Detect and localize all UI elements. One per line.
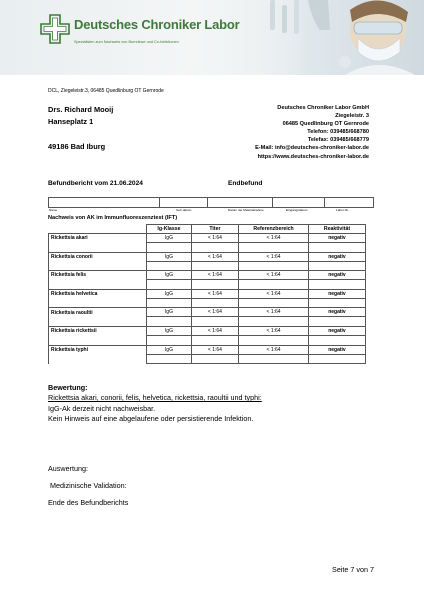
empty-cell (191, 317, 239, 327)
reference-range: < 1:64 (239, 345, 309, 354)
sample-date-cell (208, 198, 273, 208)
empty-cell (239, 243, 309, 253)
empty-cell (239, 280, 309, 290)
empty-cell (191, 243, 239, 253)
recipient-city: 49186 Bad Iburg (48, 142, 106, 151)
label-sample-date: Datum der Materialnahme (228, 208, 264, 212)
result-row (49, 345, 366, 354)
empty-cell (49, 335, 147, 345)
titer-value: < 1:64 (191, 271, 239, 280)
assessment-heading: Bewertung: (48, 383, 88, 392)
titer-value: < 1:64 (191, 289, 239, 298)
report-title: Befundbericht vom 21.06.2024 (48, 180, 143, 187)
titer-value: < 1:64 (191, 252, 239, 261)
empty-cell (191, 280, 239, 290)
reactivity-value: negativ (308, 252, 365, 261)
reactivity-value: negativ (308, 345, 365, 354)
empty-cell (147, 317, 191, 327)
col-titer: Titer (191, 225, 239, 234)
empty-cell (308, 243, 365, 253)
empty-cell (49, 261, 147, 271)
analyte-name: Rickettsia conorii (49, 252, 147, 261)
reactivity-value: negativ (308, 234, 365, 243)
empty-cell (191, 354, 239, 364)
results-body (49, 234, 366, 364)
lab-number-cell (325, 198, 374, 208)
label-name: Name (49, 208, 58, 212)
assessment-line-organisms: Rickettsia akari, conorii, felis, helvetica, rickettsia, raoultii und typhi: (48, 393, 262, 403)
empty-cell (239, 298, 309, 308)
result-row (49, 308, 366, 317)
test-method-title: Nachweis von AK im Immunfluoreszenztest (IFT) (48, 215, 178, 221)
reference-range: < 1:64 (239, 326, 309, 335)
lab-address (255, 104, 369, 161)
reference-range: < 1:64 (239, 271, 309, 280)
reactivity-value: negativ (308, 326, 365, 335)
medical-cross-logo-icon (40, 14, 70, 44)
empty-cell (239, 354, 309, 364)
analyte-name: Rickettsia rickettsii (49, 326, 147, 335)
empty-cell (147, 261, 191, 271)
reference-range: < 1:64 (239, 252, 309, 261)
evaluation-label: Auswertung: (48, 464, 88, 473)
col-reference: Referenzbereich (239, 225, 309, 234)
empty-cell (308, 280, 365, 290)
empty-cell (239, 335, 309, 345)
ig-class: IgG (147, 308, 191, 317)
sender-return-address: DCL, Ziegeleistr.3, 06485 Quedlinburg OT Gernrode (48, 88, 164, 94)
patient-birth-cell (159, 198, 208, 208)
empty-cell (147, 354, 191, 364)
titer-value: < 1:64 (191, 308, 239, 317)
report-status: Endbefund (228, 180, 263, 187)
result-row-spacer (49, 261, 366, 271)
lab-street: Ziegeleistr. 3 (335, 113, 369, 120)
empty-cell (308, 261, 365, 271)
label-lab-number: Labor-Nr. (336, 208, 349, 212)
result-row-spacer (49, 335, 366, 345)
empty-cell (191, 335, 239, 345)
empty-cell (49, 298, 147, 308)
patient-info-labels (48, 208, 374, 214)
assessment-line-interpretation: Kein Hinweis auf eine abgelaufene oder persistierende Infektion. (48, 414, 254, 424)
lab-city: 06485 Quedlinburg OT Gernrode (282, 121, 369, 128)
result-row-spacer (49, 243, 366, 253)
lab-scientist-photo (250, 0, 424, 75)
ig-class: IgG (147, 345, 191, 354)
reference-range: < 1:64 (239, 234, 309, 243)
report-end-label: Ende des Befundberichts (48, 498, 129, 507)
empty-cell (308, 317, 365, 327)
recipient-address (48, 104, 113, 153)
lab-name: Deutsches Chroniker Labor GmbH (277, 105, 369, 111)
label-received: Eingangsdatum (286, 208, 308, 212)
patient-info-table (48, 197, 374, 208)
ig-class: IgG (147, 252, 191, 261)
ig-class: IgG (147, 271, 191, 280)
col-ig-class: Ig-Klasse (147, 225, 191, 234)
reactivity-value: negativ (308, 308, 365, 317)
result-row (49, 289, 366, 298)
analyte-name: Rickettsia akari (49, 234, 147, 243)
brand-tagline: Spezialisten zum Nachweis von Borreliose und Co-Infektionen (74, 40, 179, 44)
empty-cell (49, 354, 147, 364)
letterhead (0, 0, 424, 75)
result-row (49, 271, 366, 280)
titer-value: < 1:64 (191, 345, 239, 354)
result-row (49, 234, 366, 243)
empty-cell (308, 335, 365, 345)
empty-cell (147, 280, 191, 290)
result-row-spacer (49, 317, 366, 327)
analyte-name: Rickettsia felis (49, 271, 147, 280)
reactivity-value: negativ (308, 289, 365, 298)
assessment-line-result: IgG-Ak derzeit nicht nachweisbar. (48, 403, 156, 413)
lab-fax: Telefax: 039485/668779 (307, 137, 369, 144)
empty-cell (147, 243, 191, 253)
empty-cell (191, 298, 239, 308)
results-table (48, 224, 366, 364)
lab-website[interactable]: https://www.deutsches-chroniker-labor.de (257, 153, 369, 160)
empty-cell (239, 261, 309, 271)
reactivity-value: negativ (308, 271, 365, 280)
analyte-name: Rickettsia typhi (49, 345, 147, 354)
empty-cell (49, 317, 147, 327)
empty-cell (147, 335, 191, 345)
ig-class: IgG (147, 289, 191, 298)
medical-validation-label: Medizinische Validation: (50, 481, 127, 490)
empty-cell (308, 298, 365, 308)
analyte-name: Rickettsia raoultii (49, 308, 147, 317)
empty-cell (49, 280, 147, 290)
assessment-section (48, 383, 262, 425)
result-row-spacer (49, 298, 366, 308)
result-row (49, 326, 366, 335)
result-row-spacer (49, 280, 366, 290)
recipient-name: Drs. Richard Mooij (48, 105, 114, 114)
result-row (49, 252, 366, 261)
page-number: Seite 7 von 7 (332, 565, 374, 574)
empty-cell (239, 317, 309, 327)
ig-class: IgG (147, 326, 191, 335)
brand-name: Deutsches Chroniker Labor (74, 17, 240, 32)
titer-value: < 1:64 (191, 234, 239, 243)
received-date-cell (273, 198, 325, 208)
titer-value: < 1:64 (191, 326, 239, 335)
empty-cell (49, 243, 147, 253)
empty-cell (147, 298, 191, 308)
lab-email[interactable]: E-Mail: info@deutsches-chroniker-labor.de (255, 145, 369, 152)
empty-cell (308, 354, 365, 364)
lab-phone: Telefon: 039485/668780 (307, 129, 369, 136)
reference-range: < 1:64 (239, 308, 309, 317)
patient-name-cell (49, 198, 160, 208)
analyte-name: Rickettsia helvetica (49, 289, 147, 298)
label-birth: Geb.datum (176, 208, 192, 212)
ig-class: IgG (147, 234, 191, 243)
empty-cell (191, 261, 239, 271)
recipient-street: Hanseplatz 1 (48, 117, 94, 126)
result-row-spacer (49, 354, 366, 364)
reference-range: < 1:64 (239, 289, 309, 298)
col-reactivity: Reaktivität (308, 225, 365, 234)
